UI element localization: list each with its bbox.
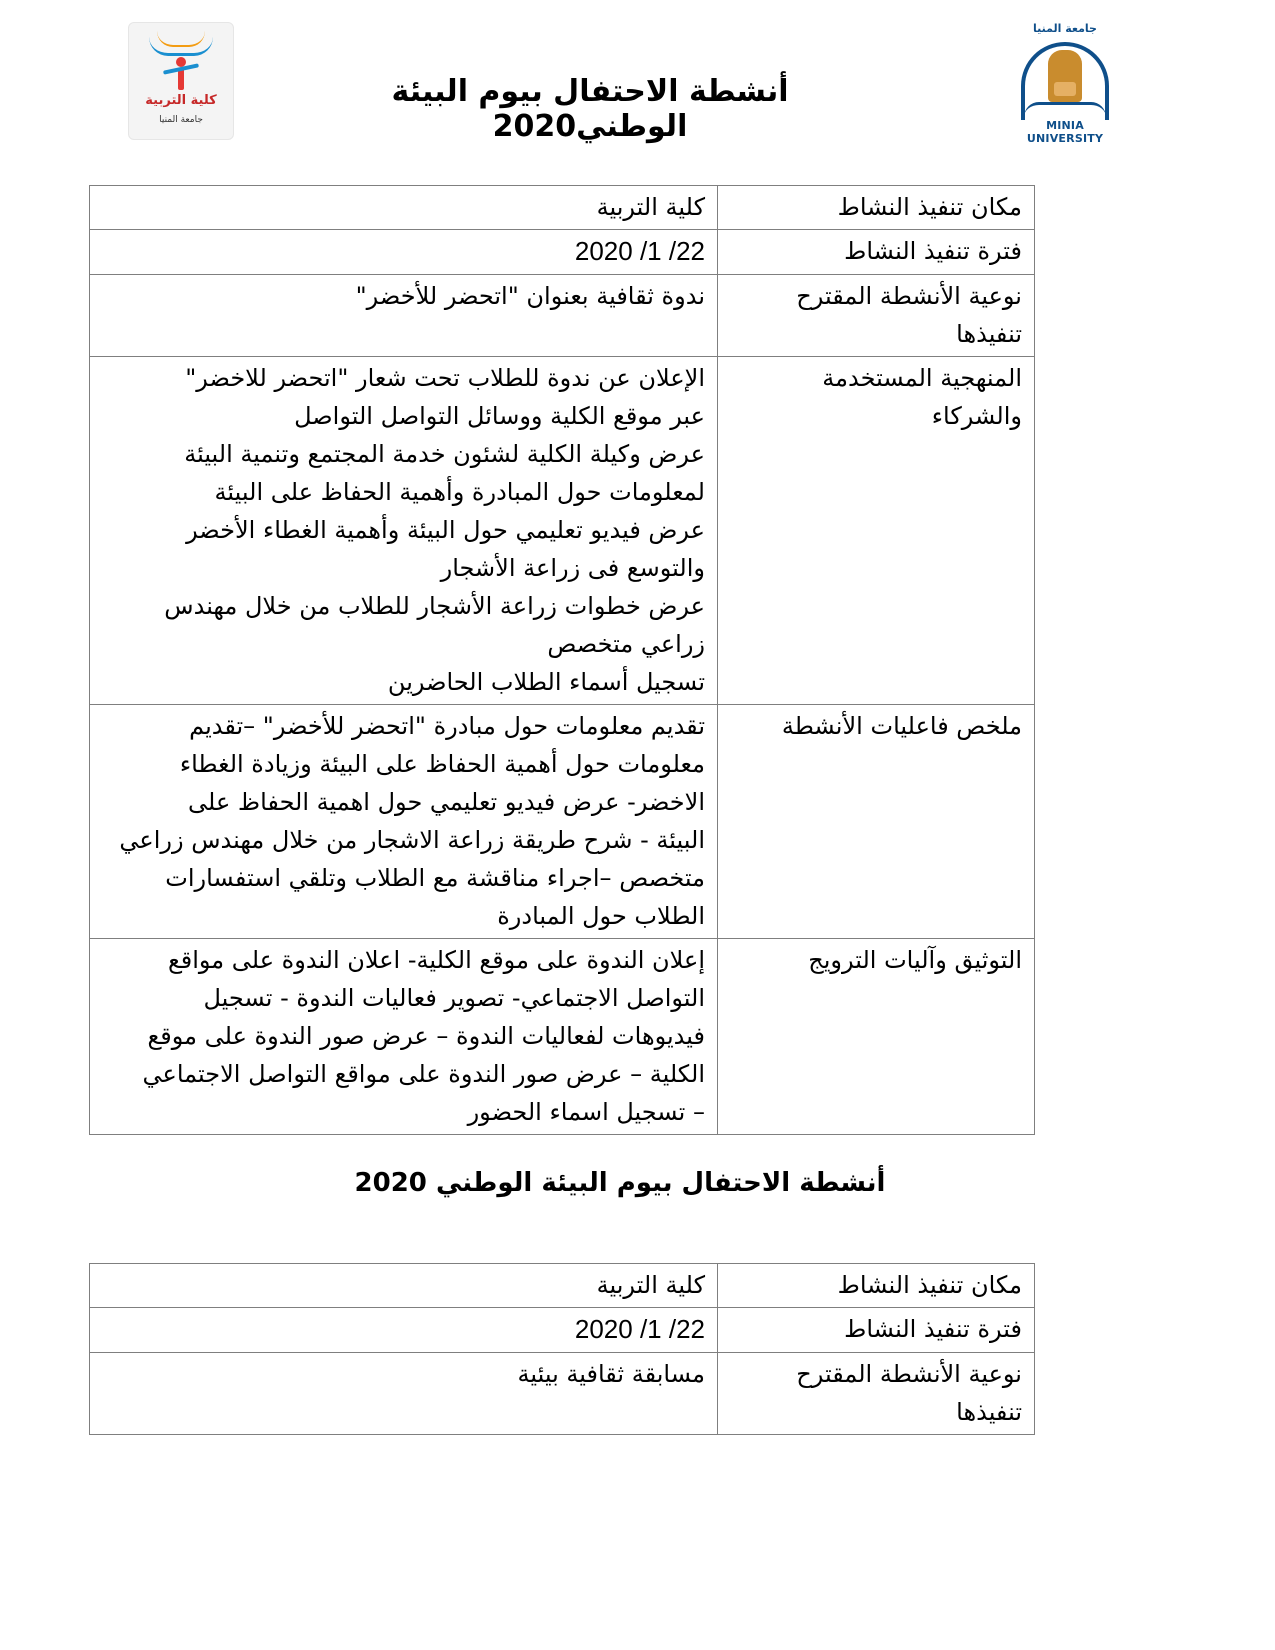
text-line: عبر موقع الكلية ووسائل التواصل التواصل — [294, 402, 705, 430]
text-line: – تسجيل اسماء الحضور — [467, 1098, 705, 1126]
row-label: مكان تنفيذ النشاط — [718, 186, 1035, 230]
open-book-icon — [1024, 102, 1106, 117]
row-label: التوثيق وآليات الترويج — [718, 939, 1035, 1135]
table-row — [90, 1353, 1035, 1435]
text-line: تسجيل أسماء الطلاب الحاضرين — [387, 668, 705, 696]
page-title: أنشطة الاحتفال بيوم البيئة الوطني2020 — [391, 74, 789, 144]
activity-table-1 — [89, 185, 1035, 1135]
logo-caption: MINIA UNIVERSITY — [1026, 119, 1104, 145]
table-row — [90, 705, 1035, 939]
row-label: فترة تنفيذ النشاط — [718, 1308, 1035, 1353]
text-line: فيديوهات لفعاليات الندوة – عرض صور الندوة على موقع — [147, 1022, 705, 1050]
text-line: عرض فيديو تعليمي حول البيئة وأهمية الغطاء الأخضر — [186, 516, 705, 544]
table-row — [90, 230, 1035, 275]
table-row — [90, 1308, 1035, 1353]
text-line: معلومات حول أهمية الحفاظ على البيئة وزيادة الغطاء — [179, 750, 705, 778]
table-row — [90, 357, 1035, 705]
text-line: متخصص –اجراء مناقشة مع الطلاب وتلقي استفسارات — [165, 864, 705, 892]
table-row — [90, 939, 1035, 1135]
row-label: المنهجية المستخدمة والشركاء — [718, 357, 1035, 705]
row-value: ندوة ثقافية بعنوان "اتحضر للأخضر" — [90, 275, 718, 357]
row-label: نوعية الأنشطة المقترح تنفيذها — [718, 1353, 1035, 1435]
row-label: ملخص فاعليات الأنشطة — [718, 705, 1035, 939]
row-value: مسابقة ثقافية بيئية — [90, 1353, 718, 1435]
faculty-of-education-logo — [128, 22, 234, 140]
row-value — [90, 1308, 718, 1353]
row-value — [90, 230, 718, 275]
text-line: عرض وكيلة الكلية لشئون خدمة المجتمع وتنمية البيئة — [184, 440, 705, 468]
text-line: تقديم معلومات حول مبادرة "اتحضر للأخضر" –تقديم — [189, 712, 705, 740]
table-row — [90, 275, 1035, 357]
university-name: جامعة المنيا — [159, 115, 203, 125]
text-line: إعلان الندوة على موقع الكلية- اعلان الندوة على مواقع — [167, 946, 705, 974]
row-label: مكان تنفيذ النشاط — [718, 1264, 1035, 1308]
text-line: التواصل الاجتماعي- تصوير فعاليات الندوة - تسجيل — [203, 984, 705, 1012]
row-value — [90, 939, 718, 1135]
text-line: لمعلومات حول المبادرة وأهمية الحفاظ على البيئة — [214, 478, 705, 506]
row-label: نوعية الأنشطة المقترح تنفيذها — [718, 275, 1035, 357]
text-line: الاخضر- عرض فيديو تعليمي حول اهمية الحفاظ على — [188, 788, 705, 816]
text-line: الإعلان عن ندوة للطلاب تحت شعار "اتحضر للاخضر" — [185, 364, 705, 392]
row-label: فترة تنفيذ النشاط — [718, 230, 1035, 275]
section-title: أنشطة الاحتفال بيوم البيئة الوطني 2020 — [354, 1168, 886, 1198]
text-line: عرض خطوات زراعة الأشجار للطلاب من خلال مهندس — [164, 592, 705, 620]
person-icon — [175, 57, 187, 91]
text-line: زراعي متخصص — [547, 630, 705, 658]
date-value: 2020 /1 /22 — [574, 1314, 705, 1344]
row-value — [90, 705, 718, 939]
faculty-name: كلية التربية — [145, 93, 217, 108]
nefertiti-bust-icon — [1048, 50, 1082, 102]
minia-university-logo — [1010, 20, 1120, 145]
text-line: الطلاب حول المبادرة — [497, 902, 705, 930]
logo-arch-text: جامعة المنيا — [1033, 22, 1097, 35]
row-value: كلية التربية — [90, 186, 718, 230]
table-row — [90, 1264, 1035, 1308]
text-line: البيئة - شرح طريقة زراعة الاشجار من خلال مهندس زراعي — [119, 826, 705, 854]
row-value: كلية التربية — [90, 1264, 718, 1308]
row-value — [90, 357, 718, 705]
activity-table-2 — [89, 1263, 1035, 1435]
date-value: 2020 /1 /22 — [574, 236, 705, 266]
text-line: الكلية – عرض صور الندوة على مواقع التواصل الاجتماعي — [142, 1060, 705, 1088]
text-line: والتوسع فى زراعة الأشجار — [440, 554, 705, 582]
table-row — [90, 186, 1035, 230]
